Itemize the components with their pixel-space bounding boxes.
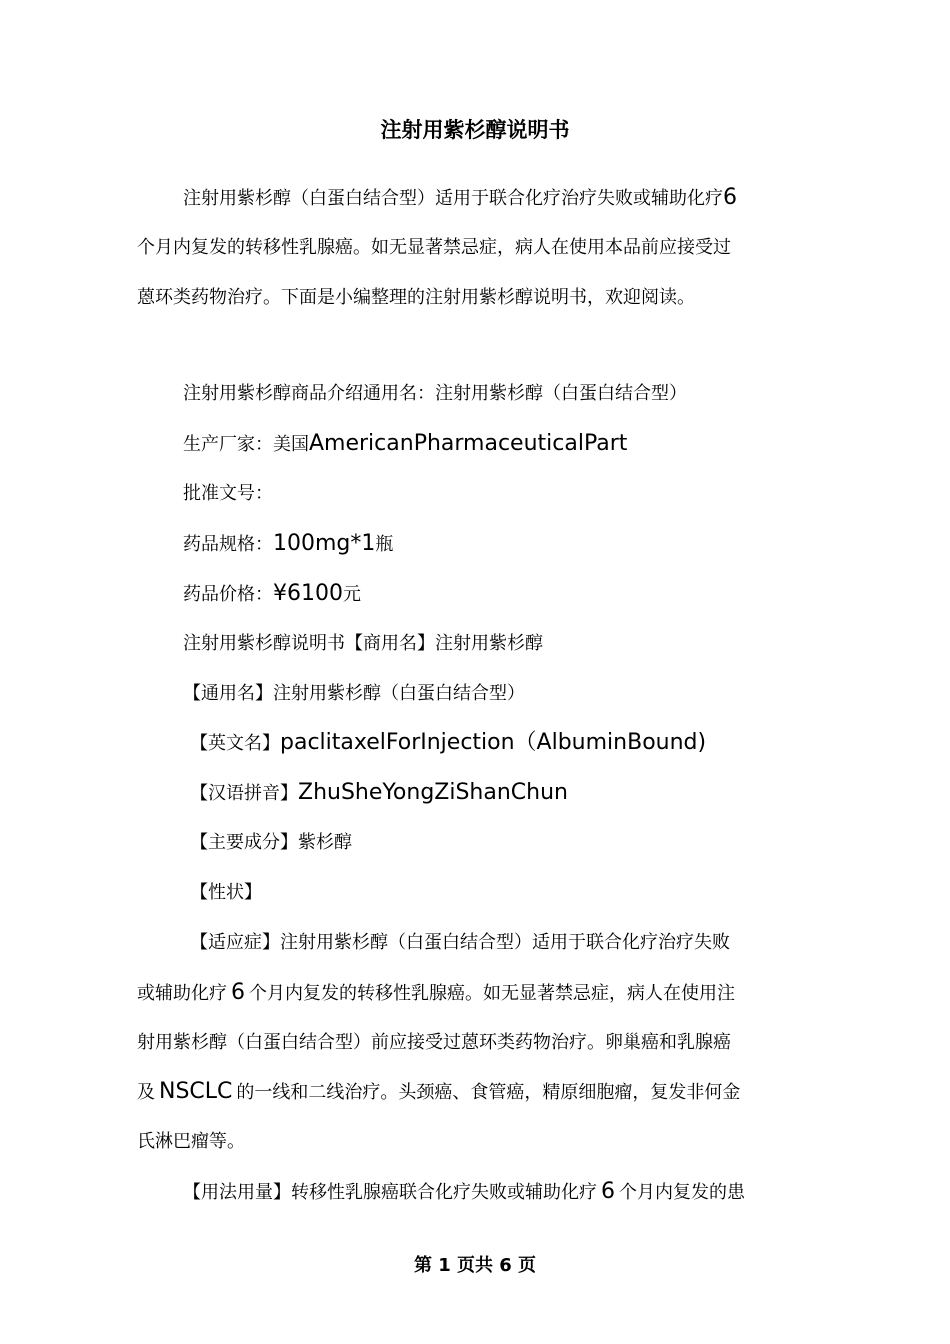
- indication-line-1: 【适应症】注射用紫杉醇（白蛋白结合型）适用于联合化疗治疗失败: [190, 932, 730, 953]
- manual-character: 【性状】: [190, 882, 262, 903]
- document-title: 注射用紫杉醇说明书: [380, 118, 570, 142]
- manual-pinyin: 【汉语拼音】ZhuSheYongZiShanChun: [190, 780, 568, 805]
- intro-line-1: 注射用紫杉醇（白蛋白结合型）适用于联合化疗治疗失败或辅助化疗6: [183, 185, 737, 210]
- manual-generic-name: 【通用名】注射用紫杉醇（白蛋白结合型）: [183, 683, 525, 704]
- usage-line-1: 【用法用量】转移性乳腺癌联合化疗失败或辅助化疗 6 个月内复发的患: [183, 1179, 745, 1204]
- manual-english-name: 【英文名】paclitaxelForInjection（AlbuminBound): [190, 730, 707, 755]
- indication-line-2: 或辅助化疗 6 个月内复发的转移性乳腺癌。如无显著禁忌症，病人在使用注: [137, 980, 735, 1005]
- indication-line-4: 及 NSCLC 的一线和二线治疗。头颈癌、食管癌，精原细胞瘤，复发非何金: [137, 1079, 741, 1104]
- product-general-name: 注射用紫杉醇商品介绍通用名：注射用紫杉醇（白蛋白结合型）: [183, 383, 687, 404]
- product-price: 药品价格：¥6100元: [183, 581, 361, 606]
- intro-line-3: 蒽环类药物治疗。下面是小编整理的注射用紫杉醇说明书，欢迎阅读。: [137, 287, 695, 308]
- product-maker: 生产厂家：美国AmericanPharmaceuticalPart: [183, 431, 628, 456]
- intro-line-2: 个月内复发的转移性乳腺癌。如无显著禁忌症，病人在使用本品前应接受过: [137, 237, 731, 258]
- indication-line-5: 氏淋巴瘤等。: [137, 1131, 245, 1152]
- manual-ingredient: 【主要成分】紫杉醇: [190, 832, 352, 853]
- indication-line-3: 射用紫杉醇（白蛋白结合型）前应接受过蒽环类药物治疗。卵巢癌和乳腺癌: [137, 1032, 731, 1053]
- product-approval: 批准文号：: [183, 483, 273, 504]
- manual-trade-name: 注射用紫杉醇说明书【商用名】注射用紫杉醇: [183, 633, 543, 654]
- product-spec: 药品规格：100mg*1瓶: [183, 531, 394, 556]
- page-footer: 第 1 页共 6 页: [413, 1255, 537, 1276]
